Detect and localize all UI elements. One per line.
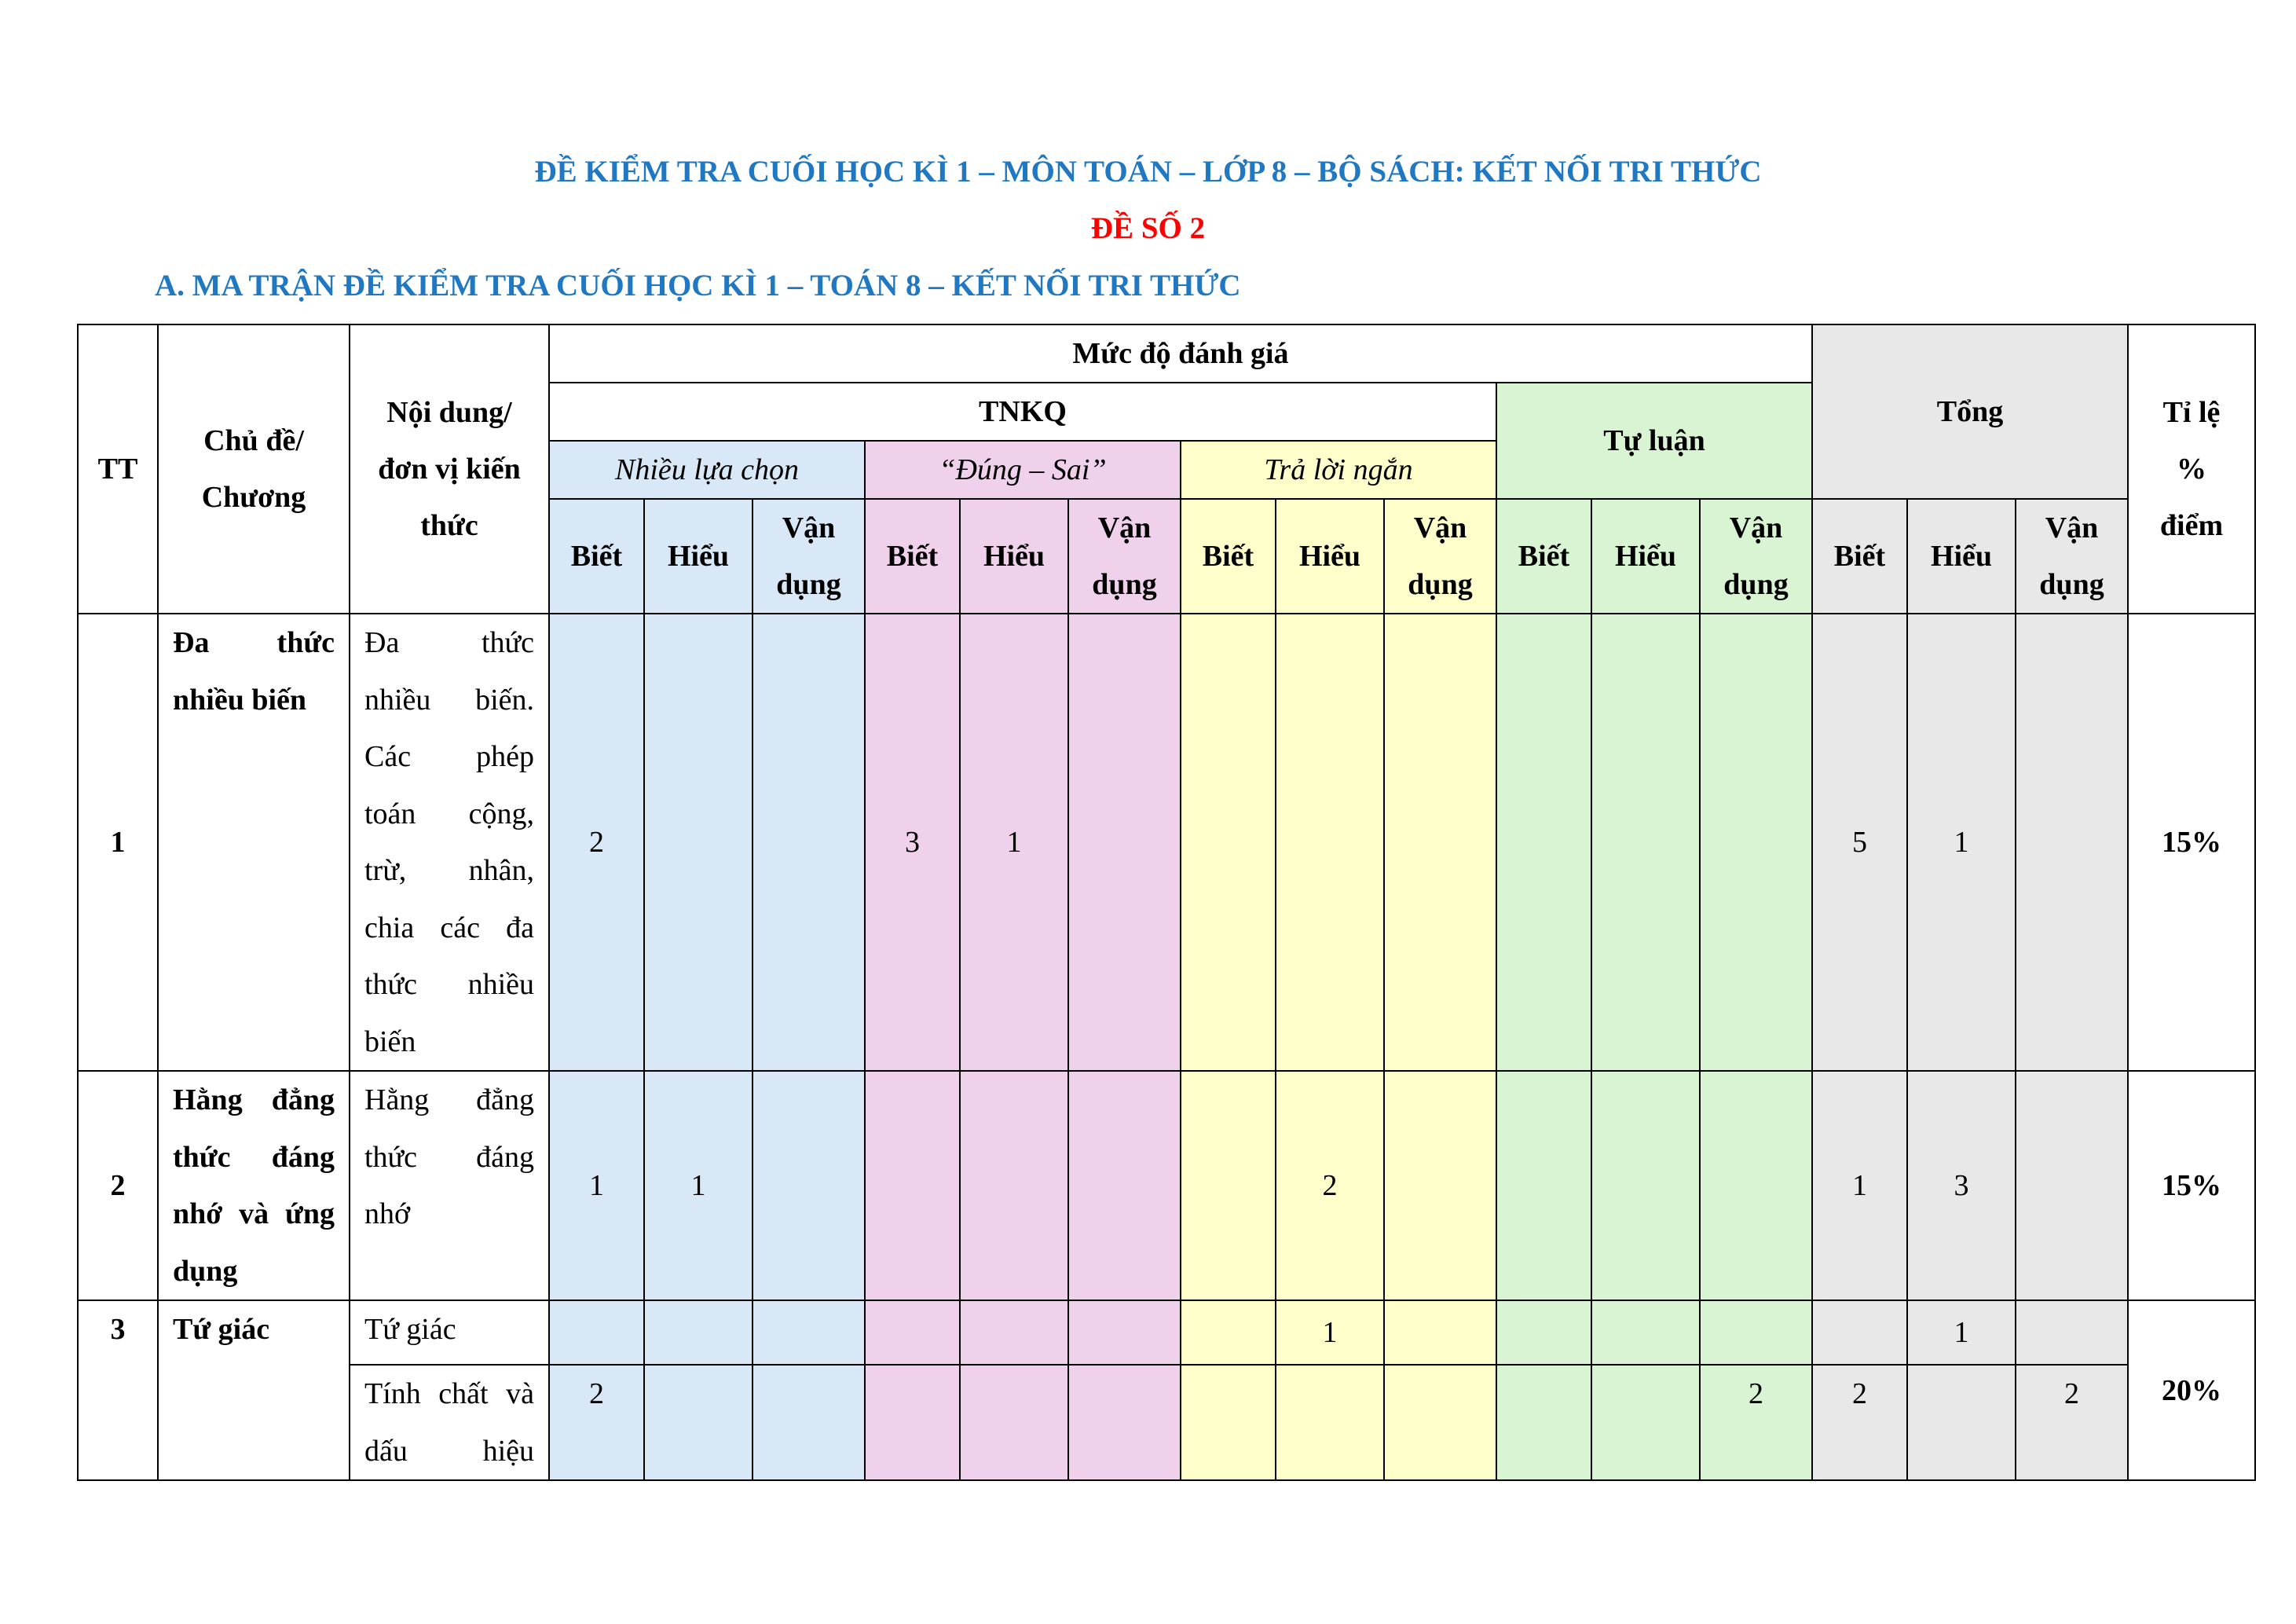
cell-value [1181,1300,1276,1365]
row-tt: 2 [78,1071,158,1300]
cell-value [960,1365,1068,1480]
cell-value [1591,614,1700,1071]
cell-value [1384,1300,1496,1365]
cell-value [1068,1300,1181,1365]
header-ti-le: Tỉ lệ % điểm [2128,324,2255,614]
row-noi-dung: Tứ giác [350,1300,549,1365]
cell-value [1496,1365,1591,1480]
cell-value [1591,1071,1700,1300]
table-row [78,1365,2255,1480]
cell-value: 2 [549,614,644,1071]
cell-value [1276,1365,1384,1480]
cell-value [1181,1365,1276,1480]
header-chu-de: Chủ đề/ Chương [158,324,350,614]
level-hieu: Hiểu [1907,499,2016,614]
cell-value: 1 [549,1071,644,1300]
level-van-dung: Vận dụng [2016,499,2128,614]
header-tu-luan: Tự luận [1496,383,1812,499]
cell-value [644,1300,753,1365]
cell-value [1591,1300,1700,1365]
cell-value: 1 [1276,1300,1384,1365]
cell-value: 3 [865,614,960,1071]
cell-value [1700,1300,1812,1365]
header-muc-do-danh-gia: Mức độ đánh giá [549,324,1812,383]
row-chu-de: Đa thức nhiều biến [158,614,350,1071]
cell-value [1496,1071,1591,1300]
cell-value [2016,1071,2128,1300]
section-heading: A. MA TRẬN ĐỀ KIỂM TRA CUỐI HỌC KÌ 1 – TOÁN 8 – KẾT NỐI TRI THỨC [155,269,1241,302]
cell-value: 1 [960,614,1068,1071]
cell-value: 1 [644,1071,753,1300]
row-tt: 1 [78,614,158,1071]
level-biet: Biết [1496,499,1591,614]
cell-value [1700,614,1812,1071]
level-hieu: Hiểu [960,499,1068,614]
cell-value: 2 [549,1365,644,1480]
cell-value: 2 [1812,1365,1907,1480]
header-tong: Tổng [1812,324,2128,499]
level-biet: Biết [865,499,960,614]
row-chu-de: Hằng đẳng thức đáng nhớ và ứng dụng [158,1071,350,1300]
cell-value [1907,1365,2016,1480]
cell-value [753,614,865,1071]
row-chu-de: Tứ giác [158,1300,350,1480]
table-row [78,614,2255,1071]
table-row [78,1300,2255,1365]
cell-value: 1 [1812,1071,1907,1300]
level-biet: Biết [549,499,644,614]
cell-value [1591,1365,1700,1480]
cell-value: 2 [1700,1365,1812,1480]
level-biet: Biết [1812,499,1907,614]
header-tnkq: TNKQ [549,383,1496,441]
cell-value [1068,614,1181,1071]
level-hieu: Hiểu [644,499,753,614]
row-ti-le: 15% [2128,614,2255,1071]
cell-value: 2 [2016,1365,2128,1480]
document-title: ĐỀ KIỂM TRA CUỐI HỌC KÌ 1 – MÔN TOÁN – LỚP 8 – BỘ SÁCH: KẾT NỐI TRI THỨC [534,155,1762,189]
cell-value [1700,1071,1812,1300]
cell-value [549,1300,644,1365]
cell-value [1384,1071,1496,1300]
cell-value [1068,1365,1181,1480]
cell-value [1496,614,1591,1071]
header-dung-sai: “Đúng – Sai” [865,441,1181,499]
cell-value [865,1300,960,1365]
cell-value [753,1300,865,1365]
table-row [78,1071,2255,1300]
cell-value [1276,614,1384,1071]
cell-value [1384,614,1496,1071]
cell-value: 2 [1276,1071,1384,1300]
exam-number: ĐỀ SỐ 2 [1090,211,1206,245]
assessment-matrix-table [77,324,2256,1481]
header-row-1 [78,324,2255,383]
cell-value [1068,1071,1181,1300]
cell-value [2016,614,2128,1071]
row-ti-le: 15% [2128,1071,2255,1300]
header-noi-dung: Nội dung/ đơn vị kiến thức [350,324,549,614]
level-hieu: Hiểu [1591,499,1700,614]
cell-value [865,1365,960,1480]
cell-value [1496,1300,1591,1365]
cell-value [2016,1300,2128,1365]
level-biet: Biết [1181,499,1276,614]
cell-value: 3 [1907,1071,2016,1300]
cell-value: 5 [1812,614,1907,1071]
row-ti-le: 20% [2128,1300,2255,1480]
row-noi-dung: Tính chất và dấu hiệu [350,1365,549,1480]
level-van-dung: Vận dụng [1384,499,1496,614]
level-van-dung: Vận dụng [1068,499,1181,614]
cell-value: 1 [1907,614,2016,1071]
cell-value [644,1365,753,1480]
level-hieu: Hiểu [1276,499,1384,614]
row-tt: 3 [78,1300,158,1480]
cell-value [960,1071,1068,1300]
cell-value [1181,614,1276,1071]
cell-value [960,1300,1068,1365]
cell-value [865,1071,960,1300]
row-noi-dung: Đa thức nhiều biến. Các phép toán cộng, trừ, nhân, chia các đa thức nhiều biến [350,614,549,1071]
cell-value [1181,1071,1276,1300]
cell-value [753,1365,865,1480]
header-tra-loi-ngan: Trả lời ngắn [1181,441,1496,499]
cell-value [753,1071,865,1300]
level-van-dung: Vận dụng [1700,499,1812,614]
row-noi-dung: Hằng đẳng thức đáng nhớ [350,1071,549,1300]
level-van-dung: Vận dụng [753,499,865,614]
cell-value [644,614,753,1071]
header-nhieu-lua-chon: Nhiều lựa chọn [549,441,865,499]
cell-value [1812,1300,1907,1365]
cell-value: 1 [1907,1300,2016,1365]
header-tt: TT [78,324,158,614]
cell-value [1384,1365,1496,1480]
